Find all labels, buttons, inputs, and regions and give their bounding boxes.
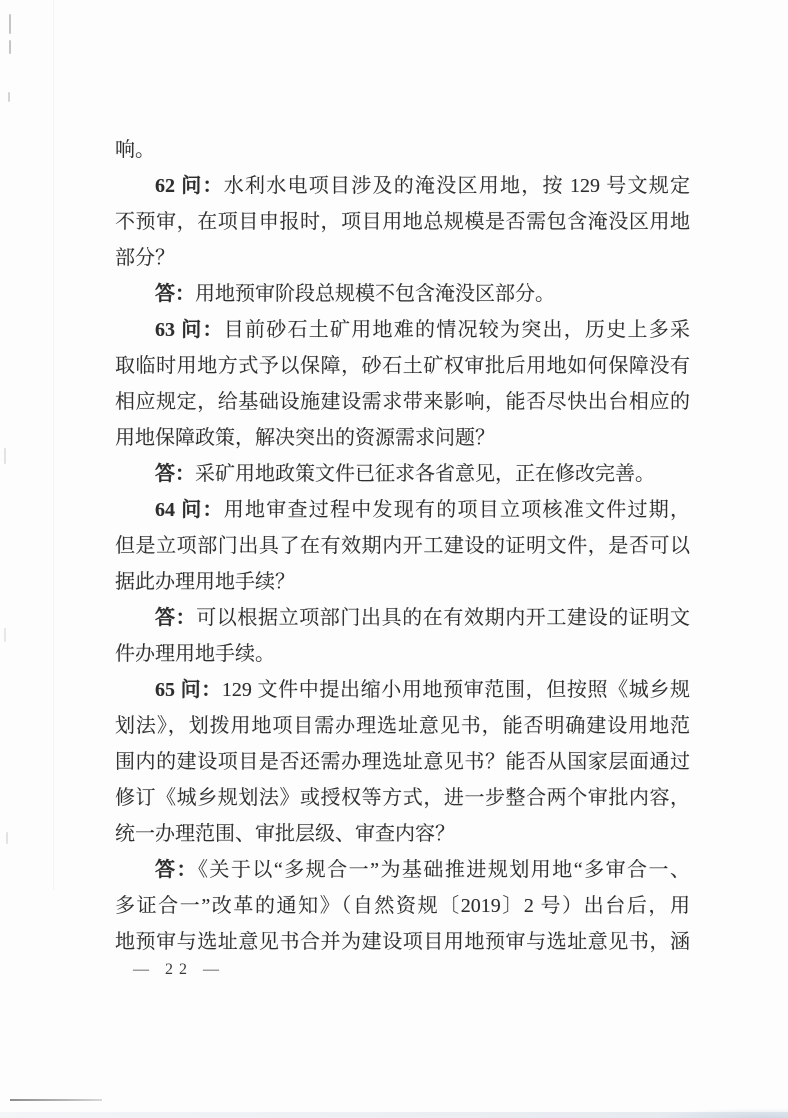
line-text: 《关于以“多规合一”为基础推进规划用地“多审合一、 (197, 859, 690, 881)
line-text: 可以根据立项部门出具的在有效期内开工建设的证明文 (196, 607, 691, 629)
text-line (115, 600, 690, 636)
page-number: — 22 — (133, 961, 225, 978)
line-text: 统一办理范围、审批层级、审查内容？ (115, 823, 455, 845)
scan-artifact-bottom-line (10, 1099, 102, 1101)
text-line (115, 888, 690, 924)
line-text: 修订《城乡规划法》或授权等方式，进一步整合两个审批内容， (115, 787, 690, 809)
scan-artifact-edge-mark (9, 14, 11, 34)
line-text: 取临时用地方式予以保障，砂石土矿权审批后用地如何保障没有 (115, 355, 690, 377)
line-text: 划法》，划拨用地项目需办理选址意见书，能否明确建设用地范 (115, 715, 690, 737)
line-text: 部分？ (115, 247, 175, 269)
text-line (115, 240, 690, 276)
question-label: 62 问： (155, 175, 224, 197)
text-line (115, 672, 690, 708)
line-text: 用地预审阶段总规模不包含淹没区部分。 (195, 283, 555, 305)
question-label: 63 问： (155, 319, 224, 341)
scan-artifact-corner-tint (658, 1108, 788, 1118)
text-line (115, 276, 690, 312)
line-text: 水利水电项目涉及的淹没区用地，按 129 号文规定 (223, 175, 690, 197)
line-text: 129 文件中提出缩小用地预审范围，但按照《城乡规 (221, 679, 690, 701)
text-line (115, 492, 690, 528)
line-text: 地预审与选址意见书合并为建设项目用地预审与选址意见书，涵 (115, 931, 690, 953)
line-text: 响。 (115, 139, 155, 161)
scan-artifact-edge-mark (4, 628, 6, 642)
scan-artifact-edge-mark (4, 448, 6, 464)
question-label: 64 问： (155, 499, 224, 521)
scan-artifact-edge-mark (9, 40, 11, 54)
line-text: 但是立项部门出具了在有效期内开工建设的证明文件，是否可以 (115, 535, 690, 557)
scan-artifact-vertical-line (53, 0, 54, 890)
line-text: 目前砂石土矿用地难的情况较为突出，历史上多采 (223, 319, 690, 341)
line-text: 不预审，在项目申报时，项目用地总规模是否需包含淹没区用地 (115, 211, 690, 233)
scan-artifact-edge-mark (6, 832, 8, 844)
text-line (115, 168, 690, 204)
text-line (115, 348, 690, 384)
text-line (115, 312, 690, 348)
text-line (115, 528, 690, 564)
answer-label: 答： (155, 463, 195, 485)
text-line (115, 708, 690, 744)
text-line (115, 456, 690, 492)
answer-label: 答： (155, 607, 197, 629)
line-text: 采矿用地政策文件已征求各省意见，正在修改完善。 (195, 463, 655, 485)
text-line (115, 384, 690, 420)
line-text: 件办理用地手续。 (115, 643, 275, 665)
text-line (115, 132, 690, 168)
answer-label: 答： (155, 859, 198, 881)
text-line (115, 852, 690, 888)
text-line (115, 564, 690, 600)
text-line (115, 420, 690, 456)
line-text: 据此办理用地手续？ (115, 571, 295, 593)
scan-artifact-edge-mark (8, 92, 10, 102)
line-text: 围内的建设项目是否还需办理选址意见书？能否从国家层面通过 (115, 751, 690, 773)
document-body (115, 132, 690, 960)
line-text: 用地审查过程中发现有的项目立项核准文件过期， (223, 499, 690, 521)
text-line (115, 816, 690, 852)
text-line (115, 744, 690, 780)
question-label: 65 问： (155, 679, 222, 701)
text-line (115, 924, 690, 960)
line-text: 用地保障政策，解决突出的资源需求问题？ (115, 427, 495, 449)
line-text: 相应规定，给基础设施建设需求带来影响，能否尽快出台相应的 (115, 391, 690, 413)
text-line (115, 780, 690, 816)
line-text: 多证合一”改革的通知》（自然资规〔2019〕2 号）出台后，用 (115, 895, 690, 917)
text-line (115, 204, 690, 240)
text-line (115, 636, 690, 672)
answer-label: 答： (155, 283, 195, 305)
